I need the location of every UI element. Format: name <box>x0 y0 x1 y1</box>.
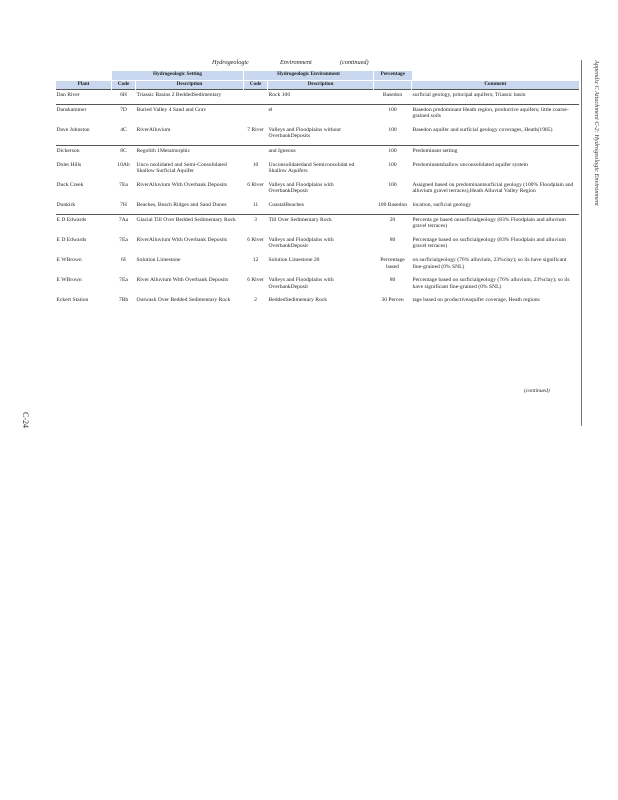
cell-code-environment: 11 <box>252 201 259 208</box>
cell-description-environment: BeddedSedimentary Rock <box>268 297 328 304</box>
cell-comment: Percenta ge based onsurficialgeology (83% Floodplain and alluvium gravel terraces) <box>412 214 579 235</box>
table-row <box>56 125 579 146</box>
table-row <box>56 295 579 309</box>
cell-percentage: 80 <box>389 277 396 284</box>
cell-description-environment: Valleys and Floodplains with OverbankDeposit <box>268 277 334 290</box>
cell-code-environment <box>244 145 268 159</box>
cell-code-setting: 4C <box>120 126 127 133</box>
table-row <box>56 90 579 105</box>
header-code-environment: Code <box>244 81 268 90</box>
hydrogeologic-table <box>55 71 579 309</box>
cell-plant: E D Edwards <box>56 236 87 243</box>
cell-comment: Basedon predominant Heath region, productive aquifers; little coarse-grained soils <box>412 104 579 125</box>
cell-comment: tage based on productiveaquifer coverage, Heath regions <box>412 297 540 304</box>
cell-description-environment: Solution Limestone 20 <box>268 256 320 263</box>
cell-percentage: 100 <box>388 161 397 168</box>
cell-percentage: Percentage based <box>380 256 405 270</box>
cell-code-environment: 6 River <box>247 277 264 284</box>
cell-description-setting: Solution Limestone <box>136 256 181 263</box>
cell-comment: Predominant setting <box>412 145 579 159</box>
header-percentage-cell <box>374 81 412 90</box>
header-description-environment: Description <box>268 81 374 90</box>
header-description-setting: Description <box>136 81 244 90</box>
cell-percentage: 100 Basedon <box>377 201 408 208</box>
cell-description-setting: RiverAlluvium <box>136 126 171 133</box>
cell-description-setting: Outwash Over Bedded Sedimentary Rock <box>136 297 231 304</box>
side-rule <box>581 60 583 426</box>
cell-code-setting: 7Ea <box>119 277 128 284</box>
cell-plant: Dave Johnston <box>56 126 90 133</box>
cell-plant: Danskammer <box>56 104 112 125</box>
cell-code-environment: 6 River <box>247 181 264 188</box>
cell-description-environment: Unconsolidatedand Semiconsolidat ed Shallow Aquifers <box>268 161 355 175</box>
cell-code-environment: 12 <box>252 256 259 263</box>
cell-code-setting: 7Bb <box>118 297 129 304</box>
cell-code-setting: 7D <box>112 104 136 125</box>
cell-percentage: Basedon <box>374 90 412 105</box>
cell-comment: Percentage based on surficialgeology (83% Floodplain and alluvium gravel terraces) <box>412 236 566 250</box>
header-blank <box>56 71 112 81</box>
cell-code-setting: 10Ab <box>117 161 130 168</box>
cell-description-setting: Triassic Basins 2 BeddedSedimentary <box>136 90 244 105</box>
side-header: Appendix C Attachment C-2: Hydrogeologic Environment <box>593 60 600 206</box>
cell-code-environment: 2 <box>254 297 257 304</box>
cell-code-environment <box>244 104 268 125</box>
cell-code-setting: 6H <box>112 90 136 105</box>
header-plant: Plant <box>56 81 112 90</box>
table-row <box>56 180 579 200</box>
cell-plant: E D Edwards <box>56 214 112 235</box>
cell-code-setting: 8C <box>112 145 136 159</box>
cell-comment: location, surficial geology <box>412 201 472 208</box>
cell-percentage: 30 Percen <box>381 297 404 304</box>
cell-code-environment <box>244 90 268 105</box>
cell-code-environment: 6 River <box>247 236 264 243</box>
table-row <box>56 255 579 275</box>
cell-description-setting: Buried Valley 4 Sand and Grav <box>136 104 244 125</box>
cell-description-environment: Valleys and Floodplains with OverbankDeposit <box>268 236 334 250</box>
cell-plant: Eckert Station <box>56 297 89 304</box>
cell-description-setting: RiverAlluvium With Overbank Deposits <box>136 236 228 243</box>
cell-description-environment: Rock 100 <box>268 90 374 105</box>
cell-comment: Predominantshallow unconsolidated aquifer system <box>412 161 528 168</box>
cell-description-setting: Glacial Till Over Bedded Sedimentary Rock <box>136 214 244 235</box>
cell-plant: Duck Creek <box>56 181 84 188</box>
cell-percentage: 100 <box>388 181 397 188</box>
continued-note: (continued) <box>524 388 550 394</box>
cell-comment: on surficialgeology (76% alluvium, 23%clay); so ils have significant fine-grained (0% SNL) <box>412 256 567 270</box>
page-title-part-3: (continued) <box>340 59 369 66</box>
cell-code-setting: 7Ea <box>119 181 128 188</box>
cell-comment: Assigned based on predominantsurficial geology (100% Floodplain and alluvium gravel terraces),Heath Alluvial Valley Region <box>412 181 574 195</box>
cell-code-setting: 6I <box>121 256 126 263</box>
cell-plant: Dickerson <box>56 145 112 159</box>
group-header-environment: Hydrogeologic Environment <box>244 71 374 81</box>
page-title <box>212 59 382 69</box>
cell-description-environment: Valleys and Floodplains with OverbankDeposit <box>268 181 334 195</box>
cell-percentage: 80 <box>389 236 396 243</box>
table-row <box>56 104 579 125</box>
cell-code-setting: 7H <box>120 201 127 208</box>
cell-code-environment: 3 <box>244 214 268 235</box>
cell-plant: E WBrown <box>56 256 82 263</box>
cell-comment: Basedon aquifer and surficial geology coverages, Heath(1985) <box>412 126 553 133</box>
cell-plant: Dunkirk <box>56 201 76 208</box>
cell-description-environment: Till Over Sedimentary Rock <box>268 214 374 235</box>
cell-code-environment: 7 River <box>247 126 264 133</box>
cell-description-setting: Unco nsolidated and Semi-Consolidated Shallow Surficial Aquifer <box>136 161 227 175</box>
page-number: C-24 <box>21 412 30 428</box>
cell-percentage: 100 <box>388 126 397 133</box>
cell-description-environment: Valleys and Floodplains without OverbankDeposits <box>268 126 341 140</box>
table-row <box>56 235 579 255</box>
cell-description-setting: Beaches, Beach Ridges and Sand Dunes <box>136 201 227 208</box>
table-row <box>56 275 579 295</box>
cell-code-setting: 7Ea <box>119 236 128 243</box>
cell-percentage: 100 <box>374 104 412 125</box>
cell-percentage: 20 <box>374 214 412 235</box>
cell-comment: Percentage based on surficialgeology (76% alluvium, 23%clay); so ils have significant fine-grained (0% SNL) <box>412 277 570 290</box>
table-row <box>56 160 579 180</box>
header-comment: Comment <box>412 81 579 90</box>
group-header-setting: Hydrogeologic Setting <box>112 71 244 81</box>
header-code-setting: Code <box>112 81 136 90</box>
table-row <box>56 200 579 214</box>
cell-plant: E WBrown <box>56 277 82 284</box>
table-row <box>56 145 579 159</box>
table-row <box>56 214 579 235</box>
cell-description-setting: Regolith 1Metamorphic <box>136 145 244 159</box>
cell-comment: surficial geology, principal aquifers; Triassic basin <box>412 90 579 105</box>
page-title-part-2: Environment <box>280 59 312 66</box>
cell-description-environment: CoastalBeaches <box>268 201 304 208</box>
cell-code-setting: 7Aa <box>112 214 136 235</box>
cell-percentage: 100 <box>374 145 412 159</box>
cell-plant: Dolet Hills <box>56 161 82 168</box>
cell-description-setting: RiverAlluvium With Overbank Deposits <box>136 181 228 188</box>
page-title-part-1: Hydrogeologic <box>212 59 249 66</box>
header-percentage: Percentage <box>374 71 412 81</box>
cell-code-environment: 10 <box>252 161 259 168</box>
cell-description-environment: and Igneous <box>268 145 374 159</box>
header-blank-2 <box>412 71 579 81</box>
cell-description-environment: el <box>268 104 374 125</box>
cell-description-setting: River Alluvium With Overbank Deposits <box>136 277 229 284</box>
cell-plant: Dan River <box>56 90 112 105</box>
